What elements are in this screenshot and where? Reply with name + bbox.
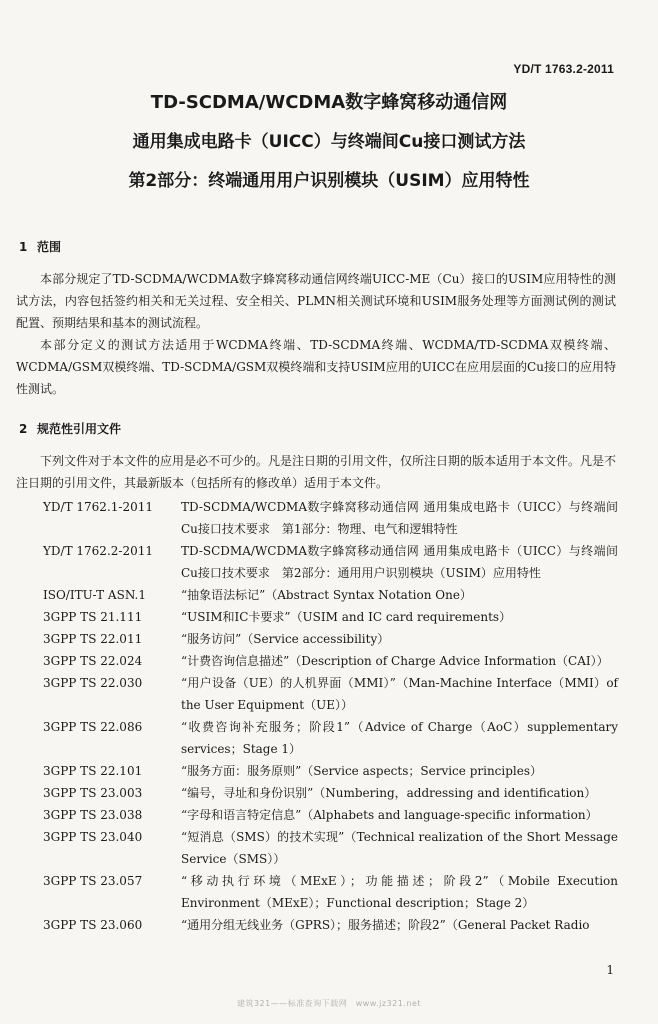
- reference-code: 3GPP TS 22.030: [43, 676, 143, 690]
- reference-title: “计费咨询信息描述”（Description of Charge Advice Information（CAI））: [181, 654, 609, 668]
- reference-code: 3GPP TS 21.111: [43, 610, 143, 624]
- reference-code: 3GPP TS 23.003: [43, 786, 143, 800]
- reference-code: ISO/ITU-T ASN.1: [43, 588, 147, 602]
- reference-title: “服务访问”（Service accessibility）: [181, 632, 390, 646]
- section-1-heading: [19, 238, 61, 255]
- paragraph: 本部分定义的测试方法适用于WCDMA终端、TD-SCDMA终端、WCDMA/TD-SCDMA双模终端、WCDMA/GSM双模终端、TD-SCDMA/GSM双模终端和支持USIM应用的UICC在应用层面的Cu接口的应用特性测试。: [16, 338, 616, 396]
- reference-row: [43, 540, 623, 584]
- reference-row: [43, 496, 623, 540]
- reference-code: 3GPP TS 23.040: [43, 830, 143, 844]
- section-2-heading: [19, 420, 121, 437]
- reference-title: “通用分组无线业务（GPRS）；服务描述；阶段2”（General Packet Radio: [181, 918, 590, 932]
- reference-row: [43, 826, 623, 870]
- title-line-3: 第2部分：终端通用用户识别模块（USIM）应用特性: [128, 171, 530, 191]
- reference-code: 3GPP TS 23.057: [43, 874, 143, 888]
- reference-title: “服务方面：服务原则”（Service aspects；Service principles）: [181, 764, 543, 778]
- reference-title: “用户设备（UE）的人机界面（MMI）”（Man-Machine Interface（MMI）of the User Equipment（UE））: [181, 676, 618, 712]
- reference-row: [43, 606, 623, 628]
- reference-row: [43, 782, 623, 804]
- reference-code: YD/T 1762.1-2011: [43, 500, 153, 514]
- reference-code: 3GPP TS 22.011: [43, 632, 143, 646]
- paragraph: 下列文件对于本文件的应用是必不可少的。凡是注日期的引用文件，仅所注日期的版本适用于本文件。凡是不注日期的引用文件，其最新版本（包括所有的修改单）适用于本文件。: [16, 454, 617, 490]
- reference-row: [43, 716, 623, 760]
- watermark-text: 建筑321——标准查询下载网 www.jz321.net: [236, 999, 422, 1008]
- reference-title: TD-SCDMA/WCDMA数字蜂窝移动通信网 通用集成电路卡（UICC）与终端间Cu接口技术要求 第1部分：物理、电气和逻辑特性: [181, 500, 618, 536]
- reference-title: “短消息（SMS）的技术实现”（Technical realization of the Short Message Service（SMS））: [181, 830, 618, 866]
- reference-code: 3GPP TS 23.060: [43, 918, 143, 932]
- reference-title: “移动执行环境（MExE）；功能描述；阶段2”（Mobile Execution Environment（MExE）；Functional description；Stage 2）: [181, 874, 618, 910]
- reference-code: 3GPP TS 23.038: [43, 808, 143, 822]
- reference-title: “字母和语言特定信息”（Alphabets and language-specific information）: [181, 808, 598, 822]
- section-title: 规范性引用文件: [37, 422, 122, 436]
- reference-row: [43, 760, 623, 782]
- reference-title: TD-SCDMA/WCDMA数字蜂窝移动通信网 通用集成电路卡（UICC）与终端间Cu接口技术要求 第2部分：通用用户识别模块（USIM）应用特性: [181, 544, 618, 580]
- reference-row: [43, 672, 623, 716]
- section-1-body: [16, 268, 616, 400]
- reference-row: [43, 650, 623, 672]
- reference-title: “收费咨询补充服务；阶段1”（Advice of Charge（AoC）supplementary services；Stage 1）: [181, 720, 618, 756]
- reference-title: “编号，寻址和身份识别”（Numbering，addressing and identification）: [181, 786, 597, 800]
- reference-title: “USIM和IC卡要求”（USIM and IC card requirements）: [181, 610, 512, 624]
- title-line-2: 通用集成电路卡（UICC）与终端间Cu接口测试方法: [132, 132, 526, 152]
- reference-title: “抽象语法标记”（Abstract Syntax Notation One）: [181, 588, 472, 602]
- reference-row: [43, 584, 623, 606]
- section-2-body: [16, 450, 616, 494]
- section-number: 2: [19, 422, 28, 436]
- reference-code: YD/T 1762.2-2011: [43, 544, 153, 558]
- reference-row: [43, 870, 623, 914]
- reference-code: 3GPP TS 22.101: [43, 764, 143, 778]
- paragraph: 本部分规定了TD-SCDMA/WCDMA数字蜂窝移动通信网终端UICC-ME（Cu）接口的USIM应用特性的测试方法，内容包括签约相关和无关过程、安全相关、PLMN相关测试环境和USIM服务处理等方面测试例的测试配置、预期结果和基本的测试流程。: [16, 272, 616, 330]
- title-line-1: TD-SCDMA/WCDMA数字蜂窝移动通信网: [150, 92, 508, 113]
- section-number: 1: [19, 240, 28, 254]
- reference-row: [43, 914, 623, 936]
- section-title: 范围: [37, 240, 62, 254]
- document-title: [0, 92, 658, 192]
- reference-code: 3GPP TS 22.024: [43, 654, 143, 668]
- page-number: 1: [606, 963, 614, 977]
- reference-list: [43, 496, 623, 936]
- reference-code: 3GPP TS 22.086: [43, 720, 143, 734]
- reference-row: [43, 804, 623, 826]
- reference-row: [43, 628, 623, 650]
- standard-number: YD/T 1763.2-2011: [513, 62, 614, 76]
